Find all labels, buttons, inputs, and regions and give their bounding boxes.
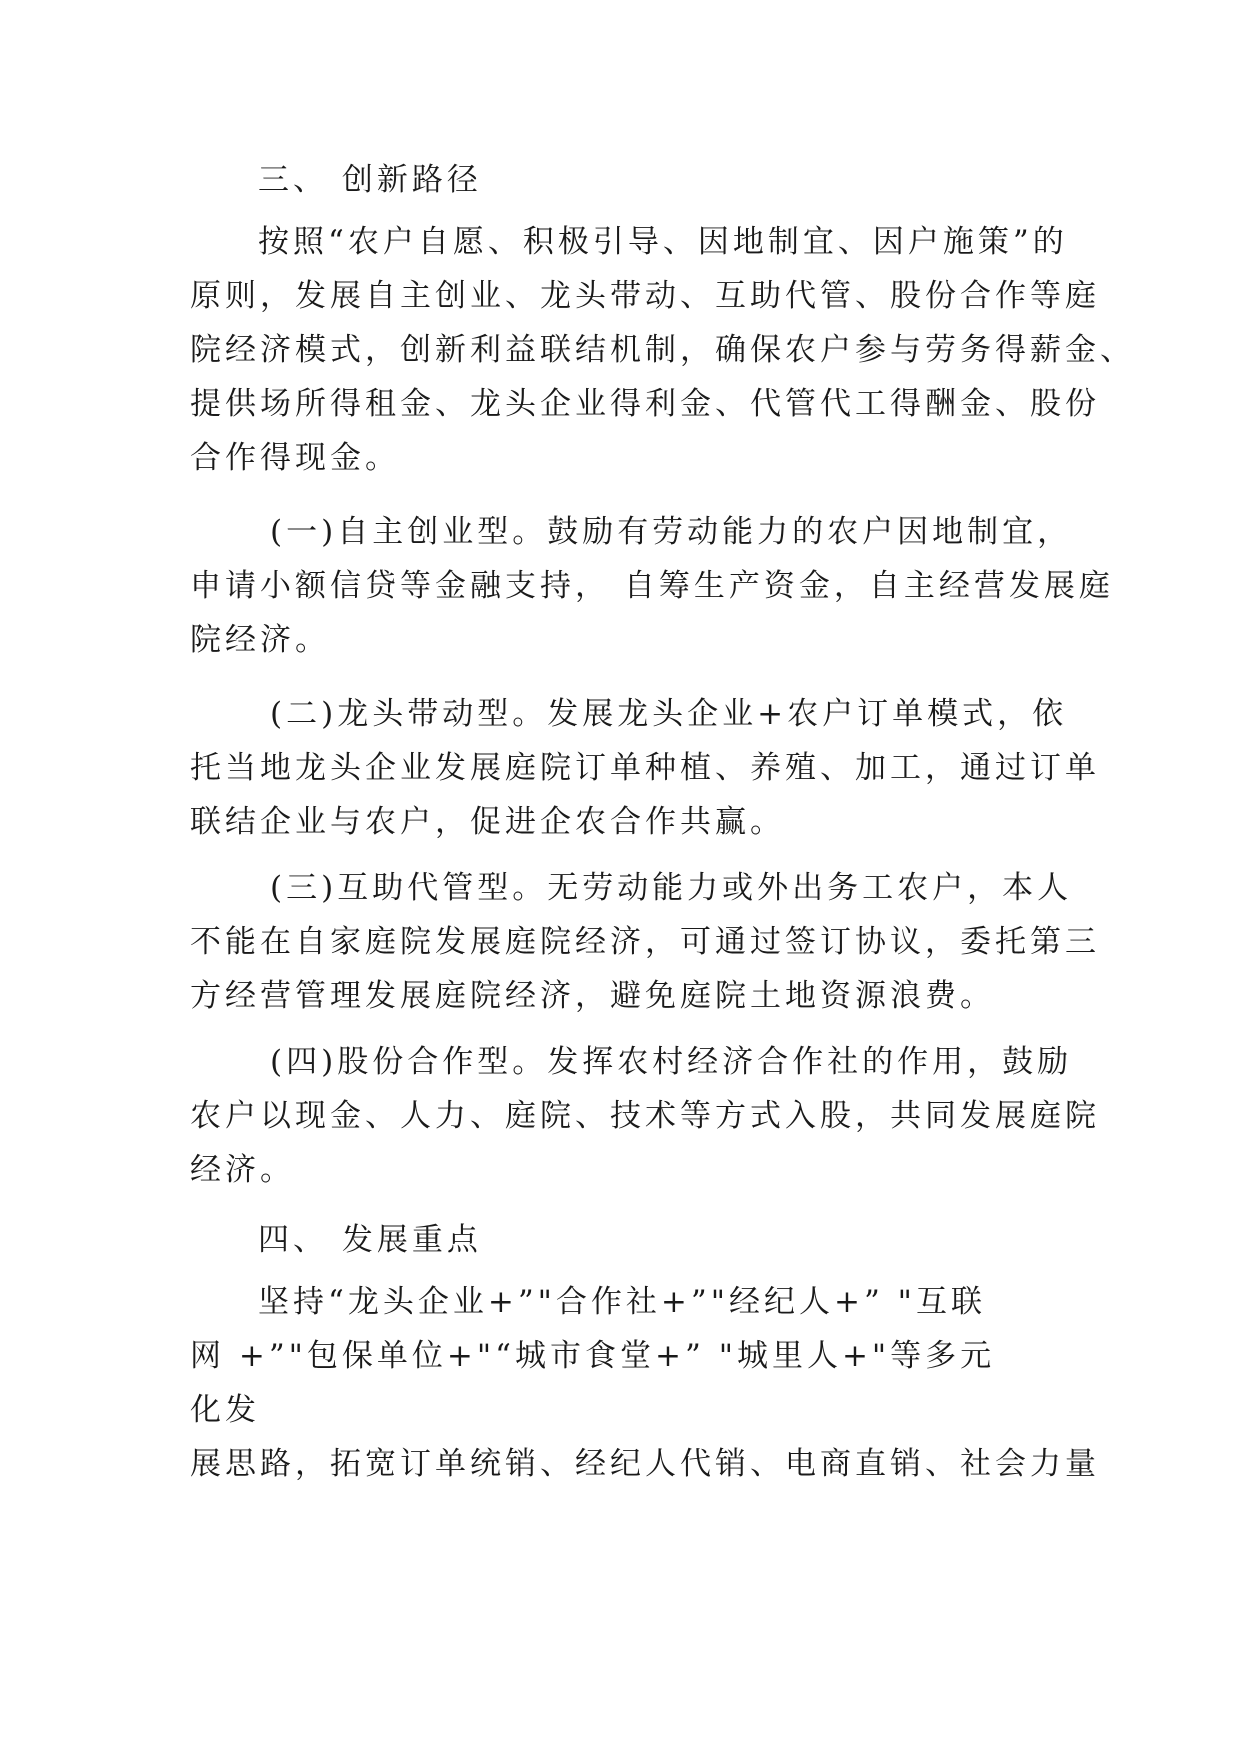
list-item-4-line: 经济。 [190, 1152, 295, 1188]
paragraph-line: 按照“农户自愿、积极引导、因地制宜、因户施策”的 [258, 224, 1068, 260]
paragraph-line: 提供场所得租金、龙头企业得利金、代管代工得酬金、股份 [190, 386, 1100, 422]
paragraph-line: 院经济模式，创新利益联结机制，确保农户参与劳务得薪金、 [190, 332, 1135, 368]
list-item-3-line: 方经营管理发展庭院经济，避免庭院土地资源浪费。 [190, 978, 995, 1014]
section-heading-4: 四、 发展重点 [258, 1222, 482, 1258]
section-heading-3: 三、 创新路径 [258, 162, 482, 198]
paragraph-line: 化发 [190, 1392, 260, 1428]
paragraph-line: 展思路，拓宽订单统销、经纪人代销、电商直销、社会力量 [190, 1446, 1100, 1482]
list-item-4-line: 农户以现金、人力、庭院、技术等方式入股，共同发展庭院 [190, 1098, 1100, 1134]
list-item-1-line: 院经济。 [190, 622, 330, 658]
list-item-2-line: (二)龙头带动型。发展龙头企业+农户订单模式，依 [270, 696, 1068, 732]
list-item-4-line: (四)股份合作型。发挥农村经济合作社的作用，鼓励 [270, 1044, 1073, 1080]
list-item-1-line: (一)自主创业型。鼓励有劳动能力的农户因地制宜， [270, 514, 1073, 550]
list-item-2-line: 托当地龙头企业发展庭院订单种植、养殖、加工，通过订单 [190, 750, 1100, 786]
list-item-3-line: (三)互助代管型。无劳动能力或外出务工农户，本人 [270, 870, 1073, 906]
list-item-3-line: 不能在自家庭院发展庭院经济，可通过签订协议，委托第三 [190, 924, 1100, 960]
list-item-1-line: 申请小额信贷等金融支持， 自筹生产资金，自主经营发展庭 [190, 568, 1114, 604]
list-item-2-line: 联结企业与农户，促进企农合作共赢。 [190, 804, 785, 840]
paragraph-line: 坚持“龙头企业+”"合作社+”"经纪人+” "互联 [258, 1284, 986, 1320]
paragraph-line: 合作得现金。 [190, 440, 400, 476]
paragraph-line: 原则，发展自主创业、龙头带动、互助代管、股份合作等庭 [190, 278, 1100, 314]
paragraph-line: 网 +”"包保单位+"“城市食堂+” "城里人+"等多元 [190, 1338, 996, 1374]
